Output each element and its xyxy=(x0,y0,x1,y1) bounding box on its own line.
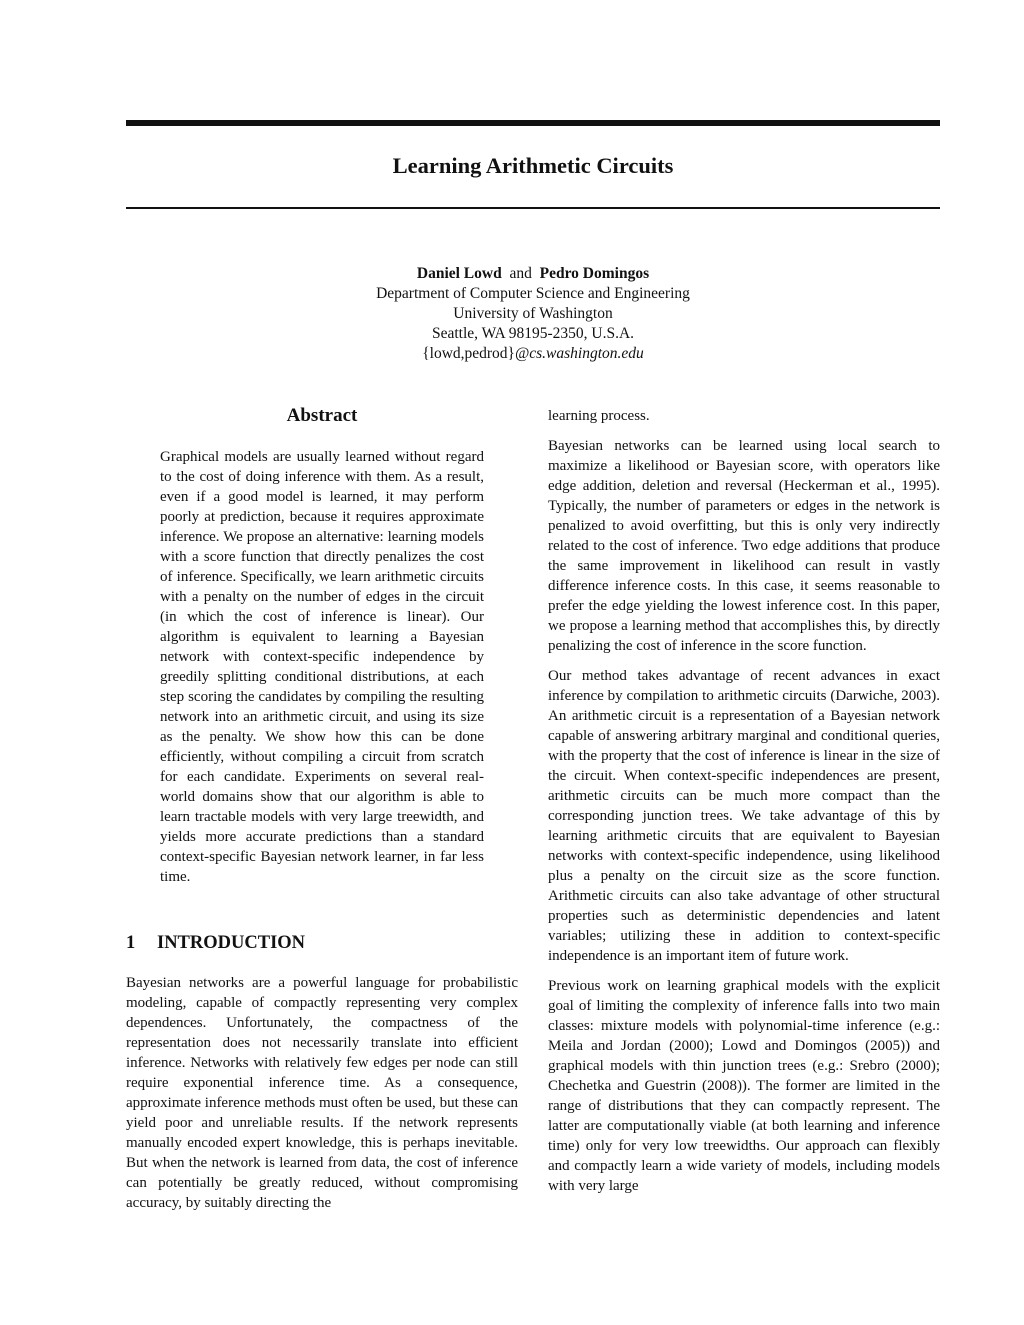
right-column xyxy=(548,406,940,1196)
author-connector: and xyxy=(509,265,532,282)
abstract-text: Graphical models are usually learned without regard to the cost of doing inference with them. As a result, even if a good model is learned, it may perform poorly at prediction, because it requires approximate inference. We propose an alternative: learning models with a score function that directly penalizes the cost of inference. Specifically, we learn arithmetic circuits with a penalty on the number of edges in the circuit (in which the cost of inference is linear). Our algorithm is equivalent to learning a Bayesian network with context-specific independence by greedily splitting conditional distributions, at each step scoring the candidates by compiling the resulting network into an arithmetic circuit, and using its size as the penalty. We show how this can be done efficiently, without compiling a circuit from scratch for each candidate. Experiments on several real-world domains show that our algorithm is able to learn tractable models with very large treewidth, and yields more accurate predictions than a standard context-specific Bayesian network learner, in far less time. xyxy=(160,449,484,885)
section-number: 1 xyxy=(126,933,136,953)
intro-paragraph-2: Bayesian networks can be learned using local search to maximize a likelihood or Bayesian score, with operators like edge addition, deletion and reversal (Heckerman et al., 1995). Typically, the number of parameters or edges in the network is penalized to avoid overfitting, but this is only very indirectly related to the cost of inference. Two edge additions that produce the same improvement in likelihood can result in vastly difference inference costs. In this case, it seems reasonable to prefer the edge yielding the lowest inference cost. In this paper, we propose a learning method that accomplishes this, by directly penalizing the cost of inference in the score function. xyxy=(548,438,940,654)
section-heading xyxy=(126,931,518,955)
author-department: Department of Computer Science and Engineering xyxy=(376,285,690,302)
title-bottom-rule xyxy=(126,207,940,209)
paper-title: Learning Arithmetic Circuits xyxy=(392,153,674,178)
abstract-heading: Abstract xyxy=(286,405,358,426)
author-block xyxy=(126,264,940,364)
author-address: Seattle, WA 98195-2350, U.S.A. xyxy=(431,325,635,342)
intro-paragraph-1: Bayesian networks are a powerful language for probabilistic modeling, capable of compactly representing very complex dependences. Unfortunately, the compactness of the representation does not necessarily translate into efficient inference. Networks with relatively few edges per node can still require exponential inference time. As a consequence, approximate inference methods must often be used, but these can yield poor and unreliable results. If the network represents manually encoded expert knowledge, this is perhaps inevitable. But when the network is learned from data, the cost of inference can potentially be greatly reduced, without compromising accuracy, by suitably directing the xyxy=(126,975,518,1211)
intro-paragraph-3: Our method takes advantage of recent advances in exact inference by compilation to arithmetic circuits (Darwiche, 2003). An arithmetic circuit is a representation of a Bayesian network capable of answering arbitrary marginal and conditional queries, with the property that the cost of inference is linear in the size of the circuit. When context-specific independences are present, arithmetic circuits can be much more compact than the corresponding junction trees. We take advantage of this by learning arithmetic circuits that are equivalent to Bayesian networks with context-specific independence, using likelihood plus a penalty on the circuit size as the score function. Arithmetic circuits can also take advantage of other structural properties such as deterministic dependencies and latent variables; utilizing these in addition to context-specific independence is an important item of future work. xyxy=(548,668,940,964)
email-names: {lowd,pedrod} xyxy=(422,345,515,362)
author-email[interactable] xyxy=(126,344,940,364)
author-1: Daniel Lowd xyxy=(416,265,502,282)
email-domain: @cs.washington.edu xyxy=(515,345,644,362)
section-title: INTRODUCTION xyxy=(157,933,306,953)
intro-paragraph-1-continued: learning process. xyxy=(548,408,650,424)
left-column xyxy=(126,400,518,1213)
author-university: University of Washington xyxy=(453,305,613,322)
author-2: Pedro Domingos xyxy=(539,265,650,282)
author-names xyxy=(126,264,940,284)
intro-paragraph-4: Previous work on learning graphical models with the explicit goal of limiting the complexity of inference falls into two main classes: mixture models with polynomial-time inference (e.g.: Meila and Jordan (2000); Lowd and Domingos (2005)) and graphical models with thin junction trees (e.g.: Srebro (2000); Chechetka and Guestrin (2008)). The former are limited in the range of distributions that they can compactly represent. The latter are computationally viable (at both learning and inference time) only for very low treewidths. Our approach can flexibly and compactly learn a wide variety of models, including models with very large xyxy=(548,978,940,1194)
title-top-rule xyxy=(126,120,940,126)
